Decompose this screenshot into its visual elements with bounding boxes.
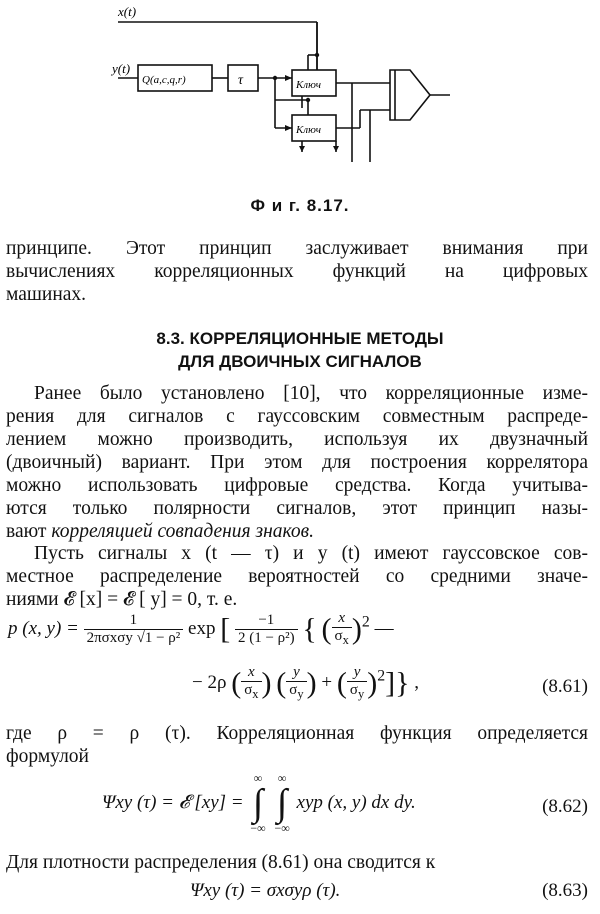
text-line: принципе. Этот принцип заслуживает внимания при [6, 238, 588, 259]
input-x-label: x(t) [118, 4, 137, 19]
equation-number-8-62: (8.62) [542, 796, 588, 817]
arg-numerator: −1 [235, 612, 298, 630]
text-line: местное распределение вероятностей со средними значе- [6, 566, 588, 587]
paragraph-3 [6, 542, 588, 611]
text-line: (двоичный) вариант. При этом для построения коррелятора [6, 452, 588, 473]
text-line: Ранее было установлено [10], что корреляционные изме- [34, 383, 588, 404]
input-y-label: y(t) [112, 61, 131, 76]
upper-limit: ∞ [277, 771, 287, 785]
coef-numerator: 1 [84, 612, 184, 630]
italic-term: корреляцией совпадения знаков. [51, 521, 314, 542]
paragraph-1 [6, 237, 588, 306]
text-line: лением можно производить, используя их двузначный [6, 429, 588, 450]
text-line: Пусть сигналы x (t — τ) и y (t) имеют гауссовское сов- [34, 543, 588, 564]
equation-8-63: Ψxy (τ) = σxσyρ (τ). [190, 880, 341, 901]
arg-denominator: 2 (1 − ρ²) [237, 630, 295, 646]
text-line: Для плотности распределения (8.61) она сводится к [6, 852, 436, 873]
text-line: ются только полярности сигналов, этот принцип назы- [6, 498, 588, 519]
block-diagram [60, 0, 480, 185]
integral-2: ∞ ∫ −∞ [274, 771, 290, 835]
lower-limit: −∞ [250, 821, 266, 835]
text-line: формулой [6, 746, 89, 767]
equation-8-61-line-1: p (x, y) = $\frac{1}{\text{2πσxσy √1 − ρ²}}$ exp [ $\frac{-1}{\text{2 (1 − ρ²)}}$ { ( $\frac{x}{\sigma_x}$ )$^2$ — [8, 610, 394, 647]
text-line: ниями 𝓔 [x] = 𝓔 [ y] = 0, т. е. [6, 589, 238, 610]
text-line: вычислениях корреляционных функций на цифровых [6, 261, 588, 282]
text-span: вают [6, 521, 52, 542]
arg-fraction [235, 612, 298, 647]
exp-label: exp [188, 617, 216, 639]
section-heading-line-1: 8.3. КОРРЕЛЯЦИОННЫЕ МЕТОДЫ [156, 329, 444, 348]
delay-label: τ [238, 73, 244, 88]
eq-rhs: xyp (x, y) dx dy. [296, 792, 416, 813]
integral-1: ∞ ∫ −∞ [250, 771, 266, 835]
paragraph-2 [6, 382, 588, 543]
key1-label: Ключ [296, 79, 321, 91]
upper-limit: ∞ [253, 771, 263, 785]
text-line [6, 520, 588, 543]
text-line: рения для сигналов с гауссовским совместным распреде- [6, 406, 588, 427]
text-line: можно использовать цифровые средства. Когда учитыва- [6, 475, 588, 496]
eq-line2-prefix: − 2ρ [192, 671, 227, 693]
coef-denominator: 2πσxσy √1 − ρ² [86, 630, 181, 646]
paragraph-4 [6, 722, 588, 768]
lower-limit: −∞ [274, 821, 290, 835]
text-line: машинах. [6, 284, 87, 305]
figure-caption: Ф и г. 8.17. [250, 196, 350, 215]
text-line: где ρ = ρ (τ). Корреляционная функция определяется [6, 723, 588, 744]
eq-lhs: p (x, y) = [8, 617, 79, 639]
section-heading-line-2: ДЛЯ ДВОИЧНЫХ СИГНАЛОВ [178, 352, 422, 371]
key2-label: Ключ [296, 124, 321, 136]
quantizer-label: Q(a,c,q,r) [142, 74, 186, 86]
equation-8-62 [102, 772, 416, 834]
equation-8-61-line-2: − 2ρ ( $\frac{x}{\sigma_x}$ ) ( $\frac{y}{\sigma_y}$ ) + ( $\frac{y}{\sigma_y}$ )$^2$]} , [192, 664, 420, 701]
equation-number-8-63: (8.63) [542, 880, 588, 901]
coef-fraction [84, 612, 184, 647]
equation-number-8-61: (8.61) [542, 676, 588, 697]
eq-lhs: Ψxy (τ) = 𝓔 [xy] = [102, 792, 244, 813]
paragraph-5 [6, 851, 588, 874]
